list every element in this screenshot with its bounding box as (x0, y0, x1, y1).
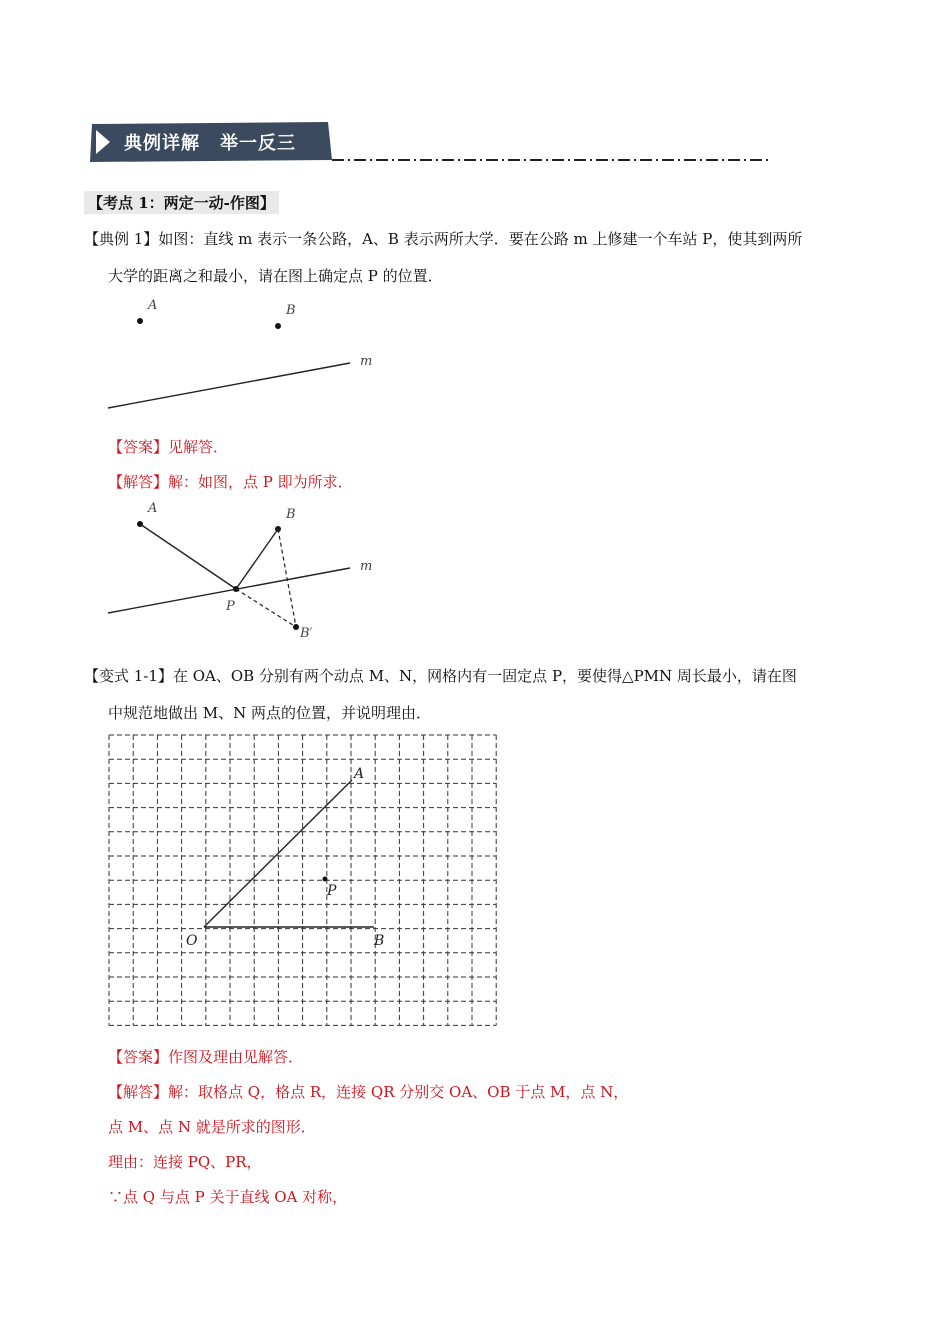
label-b-prime: B′ (300, 626, 313, 641)
example1-line2: 大学的距离之和最小，请在图上确定点 P 的位置． (108, 267, 443, 285)
label-b: B (374, 933, 385, 949)
label-m: m (360, 559, 373, 574)
label-a: A (354, 766, 365, 782)
variant1-answer: 【答案】作图及理由见解答． (108, 1048, 304, 1066)
variant1-label: 【变式 1-1】 (84, 667, 173, 685)
grid-lines (109, 735, 496, 1025)
section-banner (88, 120, 768, 164)
label-b: B (286, 507, 296, 522)
label-m: m (360, 354, 373, 369)
label-p: P (327, 883, 337, 899)
point-b-prime-dot (293, 624, 299, 630)
label-b: B (286, 303, 296, 318)
label-p: P (226, 599, 235, 614)
figure-road-solution (100, 498, 390, 643)
point-p-dot (323, 877, 328, 882)
variant1-solution-line4: ∵点 Q 与点 P 关于直线 OA 对称， (108, 1188, 348, 1206)
figure-road-problem (100, 295, 390, 420)
variant1-line2: 中规范地做出 M、N 两点的位置，并说明理由． (108, 704, 432, 722)
example1-label: 【典例 1】 (84, 230, 159, 248)
segment-ap (140, 524, 236, 589)
label-o: O (186, 933, 198, 949)
variant1-solution-line1: 【解答】解：取格点 Q，格点 R，连接 QR 分别交 OA、OB 于点 M，点 N， (108, 1083, 629, 1101)
figure-grid (108, 733, 498, 1028)
example1-line1 (84, 228, 802, 250)
example1-text: 如图：直线 m 表示一条公路，A、B 表示两所大学．要在公路 m 上修建一个车站 P，使其到两所 (158, 230, 803, 248)
variant1-solution-line3: 理由：连接 PQ、PR， (108, 1153, 262, 1171)
road-line-m (108, 363, 350, 408)
label-a: A (148, 501, 158, 516)
segment-pb-prime (236, 589, 296, 627)
point-b-dot (275, 323, 281, 329)
example1-answer: 【答案】见解答． (108, 438, 229, 456)
label-a: A (148, 298, 158, 313)
point-p-dot (233, 586, 239, 592)
variant1-solution-line2: 点 M、点 N 就是所求的图形． (108, 1118, 316, 1136)
point-a-dot (137, 318, 143, 324)
segment-pb (236, 529, 278, 589)
variant1-line1 (84, 665, 797, 687)
variant1-text: 在 OA、OB 分别有两个动点 M、N，网格内有一固定点 P，要使得△PMN 周长最小，请在图 (172, 667, 797, 685)
example1-solution: 【解答】解：如图，点 P 即为所求． (108, 473, 353, 491)
section-tag: 【考点 1：两定一动-作图】 (84, 191, 279, 214)
banner-title: 典例详解 举一反三 (124, 133, 296, 154)
